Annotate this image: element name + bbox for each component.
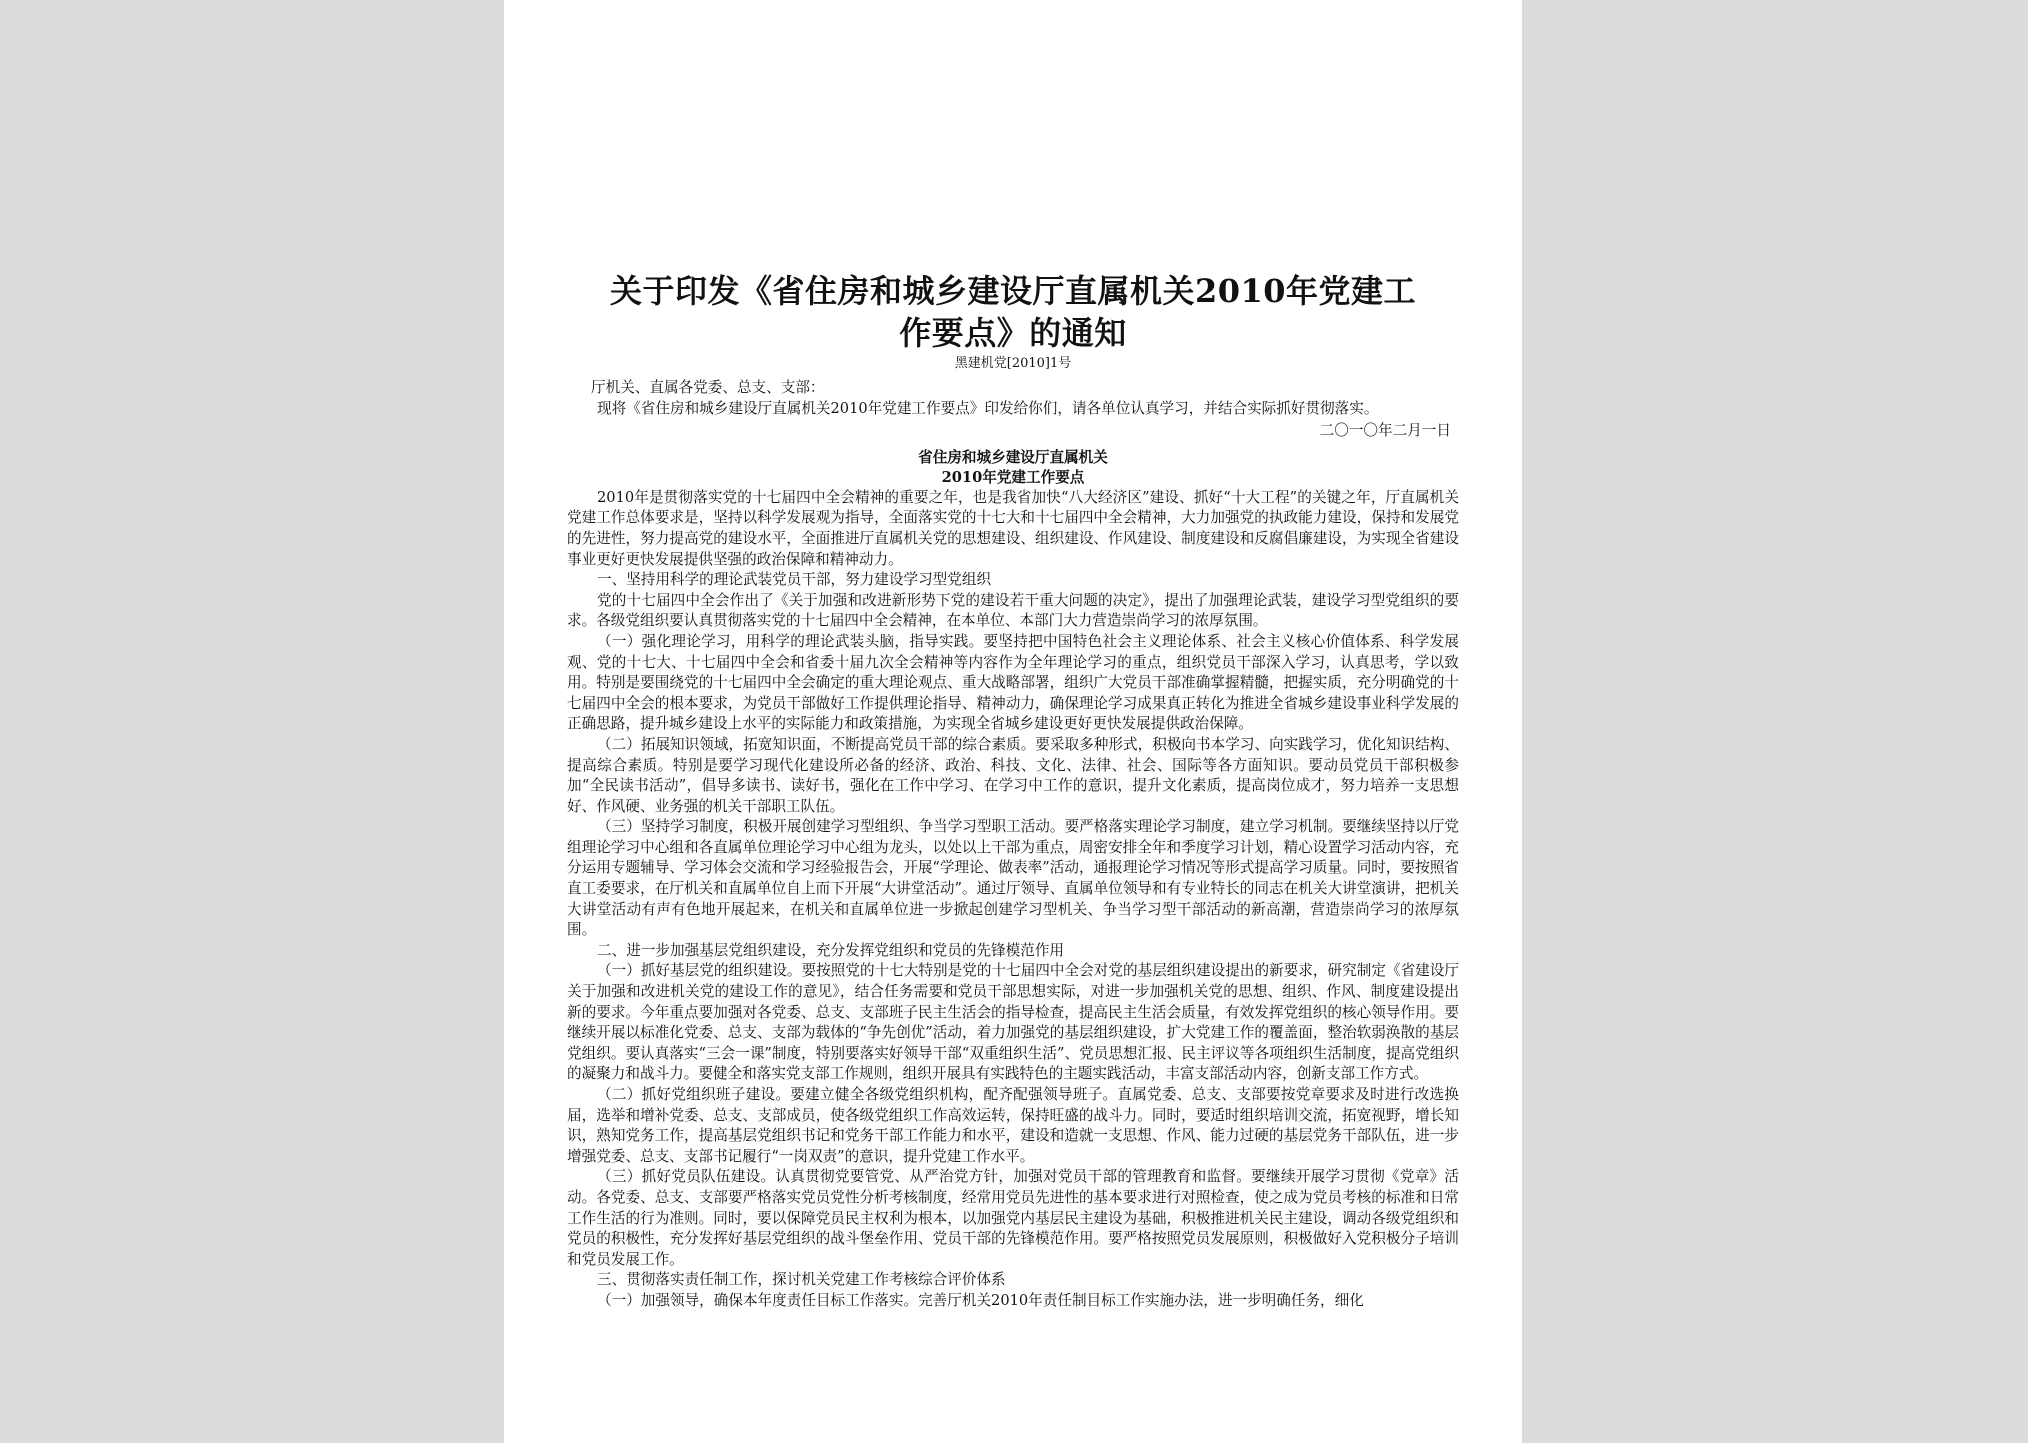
body-paragraph: （一）强化理论学习，用科学的理论武装头脑，指导实践。要坚持把中国特色社会主义理论体系、社会主义核心价值体系、科学发展观、党的十七大、十七届四中全会和省委十届九次全会精神等内容作为全年理论学习的重点，组织党员干部深入学习，认真思考，学以致用。特别是要围绕党的十七届四中全会确定的重大理论观点、重大战略部署，组织广大党员干部准确掌握精髓，把握实质，充分明确党的十七届四中全会的根本要求，为党员干部做好工作提供理论指导、精神动力，确保理论学习成果真正转化为推进全省城乡建设事业科学发展的正确思路，提升城乡建设上水平的实际能力和政策措施，为实现全省城乡建设更好更快发展提供政治保障。 <box>567 632 1459 733</box>
section-heading-1: 一、坚持用科学的理论武装党员干部，努力建设学习型党组织 <box>597 571 992 589</box>
document-page <box>504 0 1522 1443</box>
issue-date: 二〇一〇年二月一日 <box>1319 422 1451 440</box>
section-heading-3: 三、贯彻落实责任制工作，探讨机关党建工作考核综合评价体系 <box>597 1271 1006 1289</box>
intro-paragraph: 现将《省住房和城乡建设厅直属机关2010年党建工作要点》印发给你们，请各单位认真学习，并结合实际抓好贯彻落实。 <box>597 399 1379 417</box>
body-paragraph: （二）抓好党组织班子建设。要建立健全各级党组织机构，配齐配强领导班子。直属党委、总支、支部要按党章要求及时进行改选换届，选举和增补党委、总支、支部成员，使各级党组织工作高效运转，保持旺盛的战斗力。同时，要适时组织培训交流，拓宽视野，增长知识，熟知党务工作，提高基层党组织书记和党务干部工作能力和水平，建设和造就一支思想、作风、能力过硬的基层党务干部队伍，进一步增强党委、总支、支部书记履行“一岗双责”的意识，提升党建工作水平。 <box>567 1086 1459 1165</box>
body-paragraph: （二）拓展知识领域，拓宽知识面，不断提高党员干部的综合素质。要采取多种形式，积极向书本学习、向实践学习，优化知识结构、提高综合素质。特别是要学习现代化建设所必备的经济、政治、科技、文化、法律、社会、国际等各方面知识。要动员党员干部积极参加“全民读书活动”，倡导多读书、读好书，强化在工作中学习、在学习中工作的意识，提升文化素质，提高岗位成才，努力培养一支思想好、作风硬、业务强的机关干部职工队伍。 <box>567 735 1459 815</box>
sub-title-line-2: 2010年党建工作要点 <box>941 468 1085 486</box>
sub-title-line-1: 省住房和城乡建设厅直属机关 <box>918 448 1108 466</box>
body-paragraph: 党的十七届四中全会作出了《关于加强和改进新形势下党的建设若干重大问题的决定》，提出了加强理论武装，建设学习型党组织的要求。各级党组织要认真贯彻落实党的十七届四中全会精神，在本单位、本部门大力营造崇尚学习的浓厚氛围。 <box>567 591 1459 630</box>
title-line-2: 作要点》的通知 <box>899 314 1127 352</box>
document-title <box>567 270 1459 354</box>
body-paragraph: （一）加强领导，确保本年度责任目标工作落实。完善厅机关2010年责任制目标工作实施办法，进一步明确任务，细化 <box>597 1291 1364 1309</box>
body-paragraph: （一）抓好基层党的组织建设。要按照党的十七大特别是党的十七届四中全会对党的基层组织建设提出的新要求，研究制定《省建设厅关于加强和改进机关党的建设工作的意见》，结合任务需要和党员干部思想实际，对进一步加强机关党的思想、组织、作风、制度建设提出新的要求。今年重点要加强对各党委、总支、支部班子民主生活会的指导检查，提高民主生活会质量，有效发挥党组织的核心领导作用。要继续开展以标准化党委、总支、支部为载体的“争先创优”活动，着力加强党的基层组织建设，扩大党建工作的覆盖面，整治软弱涣散的基层党组织。要认真落实“三会一课”制度，特别要落实好领导干部“双重组织生活”、党员思想汇报、民主评议等各项组织生活制度，提高党组织的凝聚力和战斗力。要健全和落实党支部工作规则，组织开展具有实践特色的主题实践活动，丰富支部活动内容，创新支部工作方式。 <box>567 962 1459 1083</box>
document-content <box>567 270 1459 1312</box>
body-paragraph: （三）坚持学习制度，积极开展创建学习型组织、争当学习型职工活动。要严格落实理论学习制度，建立学习机制。要继续坚持以厅党组理论学习中心组和各直属单位理论学习中心组为龙头，以处以上干部为重点，周密安排全年和季度学习计划，精心设置学习活动内容，充分运用专题辅导、学习体会交流和学习经验报告会，开展“学理论、做表率”活动，通报理论学习情况等形式提高学习质量。同时，要按照省直工委要求，在厅机关和直属单位自上而下开展“大讲堂活动”。通过厅领导、直属单位领导和有专业特长的同志在机关大讲堂演讲，把机关大讲堂活动有声有色地开展起来，在机关和直属单位进一步掀起创建学习型机关、争当学习型干部活动的新高潮，营造崇尚学习的浓厚氛围。 <box>567 818 1459 939</box>
body-paragraph-overview: 2010年是贯彻落实党的十七届四中全会精神的重要之年，也是我省加快“八大经济区”建设、抓好“十大工程”的关键之年，厅直属机关党建工作总体要求是，坚持以科学发展观为指导，全面落实党的十七大和十七届四中全会精神，大力加强党的执政能力建设，保持和发展党的先进性，努力提高党的建设水平，全面推进厅直属机关党的思想建设、组织建设、作风建设、制度建设和反腐倡廉建设，为实现全省建设事业更好更快发展提供坚强的政治保障和精神动力。 <box>567 488 1459 568</box>
section-heading-2: 二、进一步加强基层党组织建设，充分发挥党组织和党员的先锋模范作用 <box>597 941 1065 959</box>
title-line-1: 关于印发《省住房和城乡建设厅直属机关2010年党建工 <box>609 272 1417 310</box>
addressee: 厅机关、直属各党委、总支、支部： <box>591 379 825 396</box>
document-number: 黑建机党[2010]1号 <box>954 356 1072 371</box>
body-paragraph: （三）抓好党员队伍建设。认真贯彻党要管党、从严治党方针，加强对党员干部的管理教育和监督。要继续开展学习贯彻《党章》活动。各党委、总支、支部要严格落实党员党性分析考核制度，经常用党员先进性的基本要求进行对照检查，使之成为党员考核的标准和日常工作生活的行为准则。同时，要以保障党员民主权利为根本，以加强党内基层民主建设为基础，积极推进机关民主建设，调动各级党组织和党员的积极性，充分发挥好基层党组织的战斗堡垒作用、党员干部的先锋模范作用。要严格按照党员发展原则，积极做好入党积极分子培训和党员发展工作。 <box>567 1168 1459 1268</box>
